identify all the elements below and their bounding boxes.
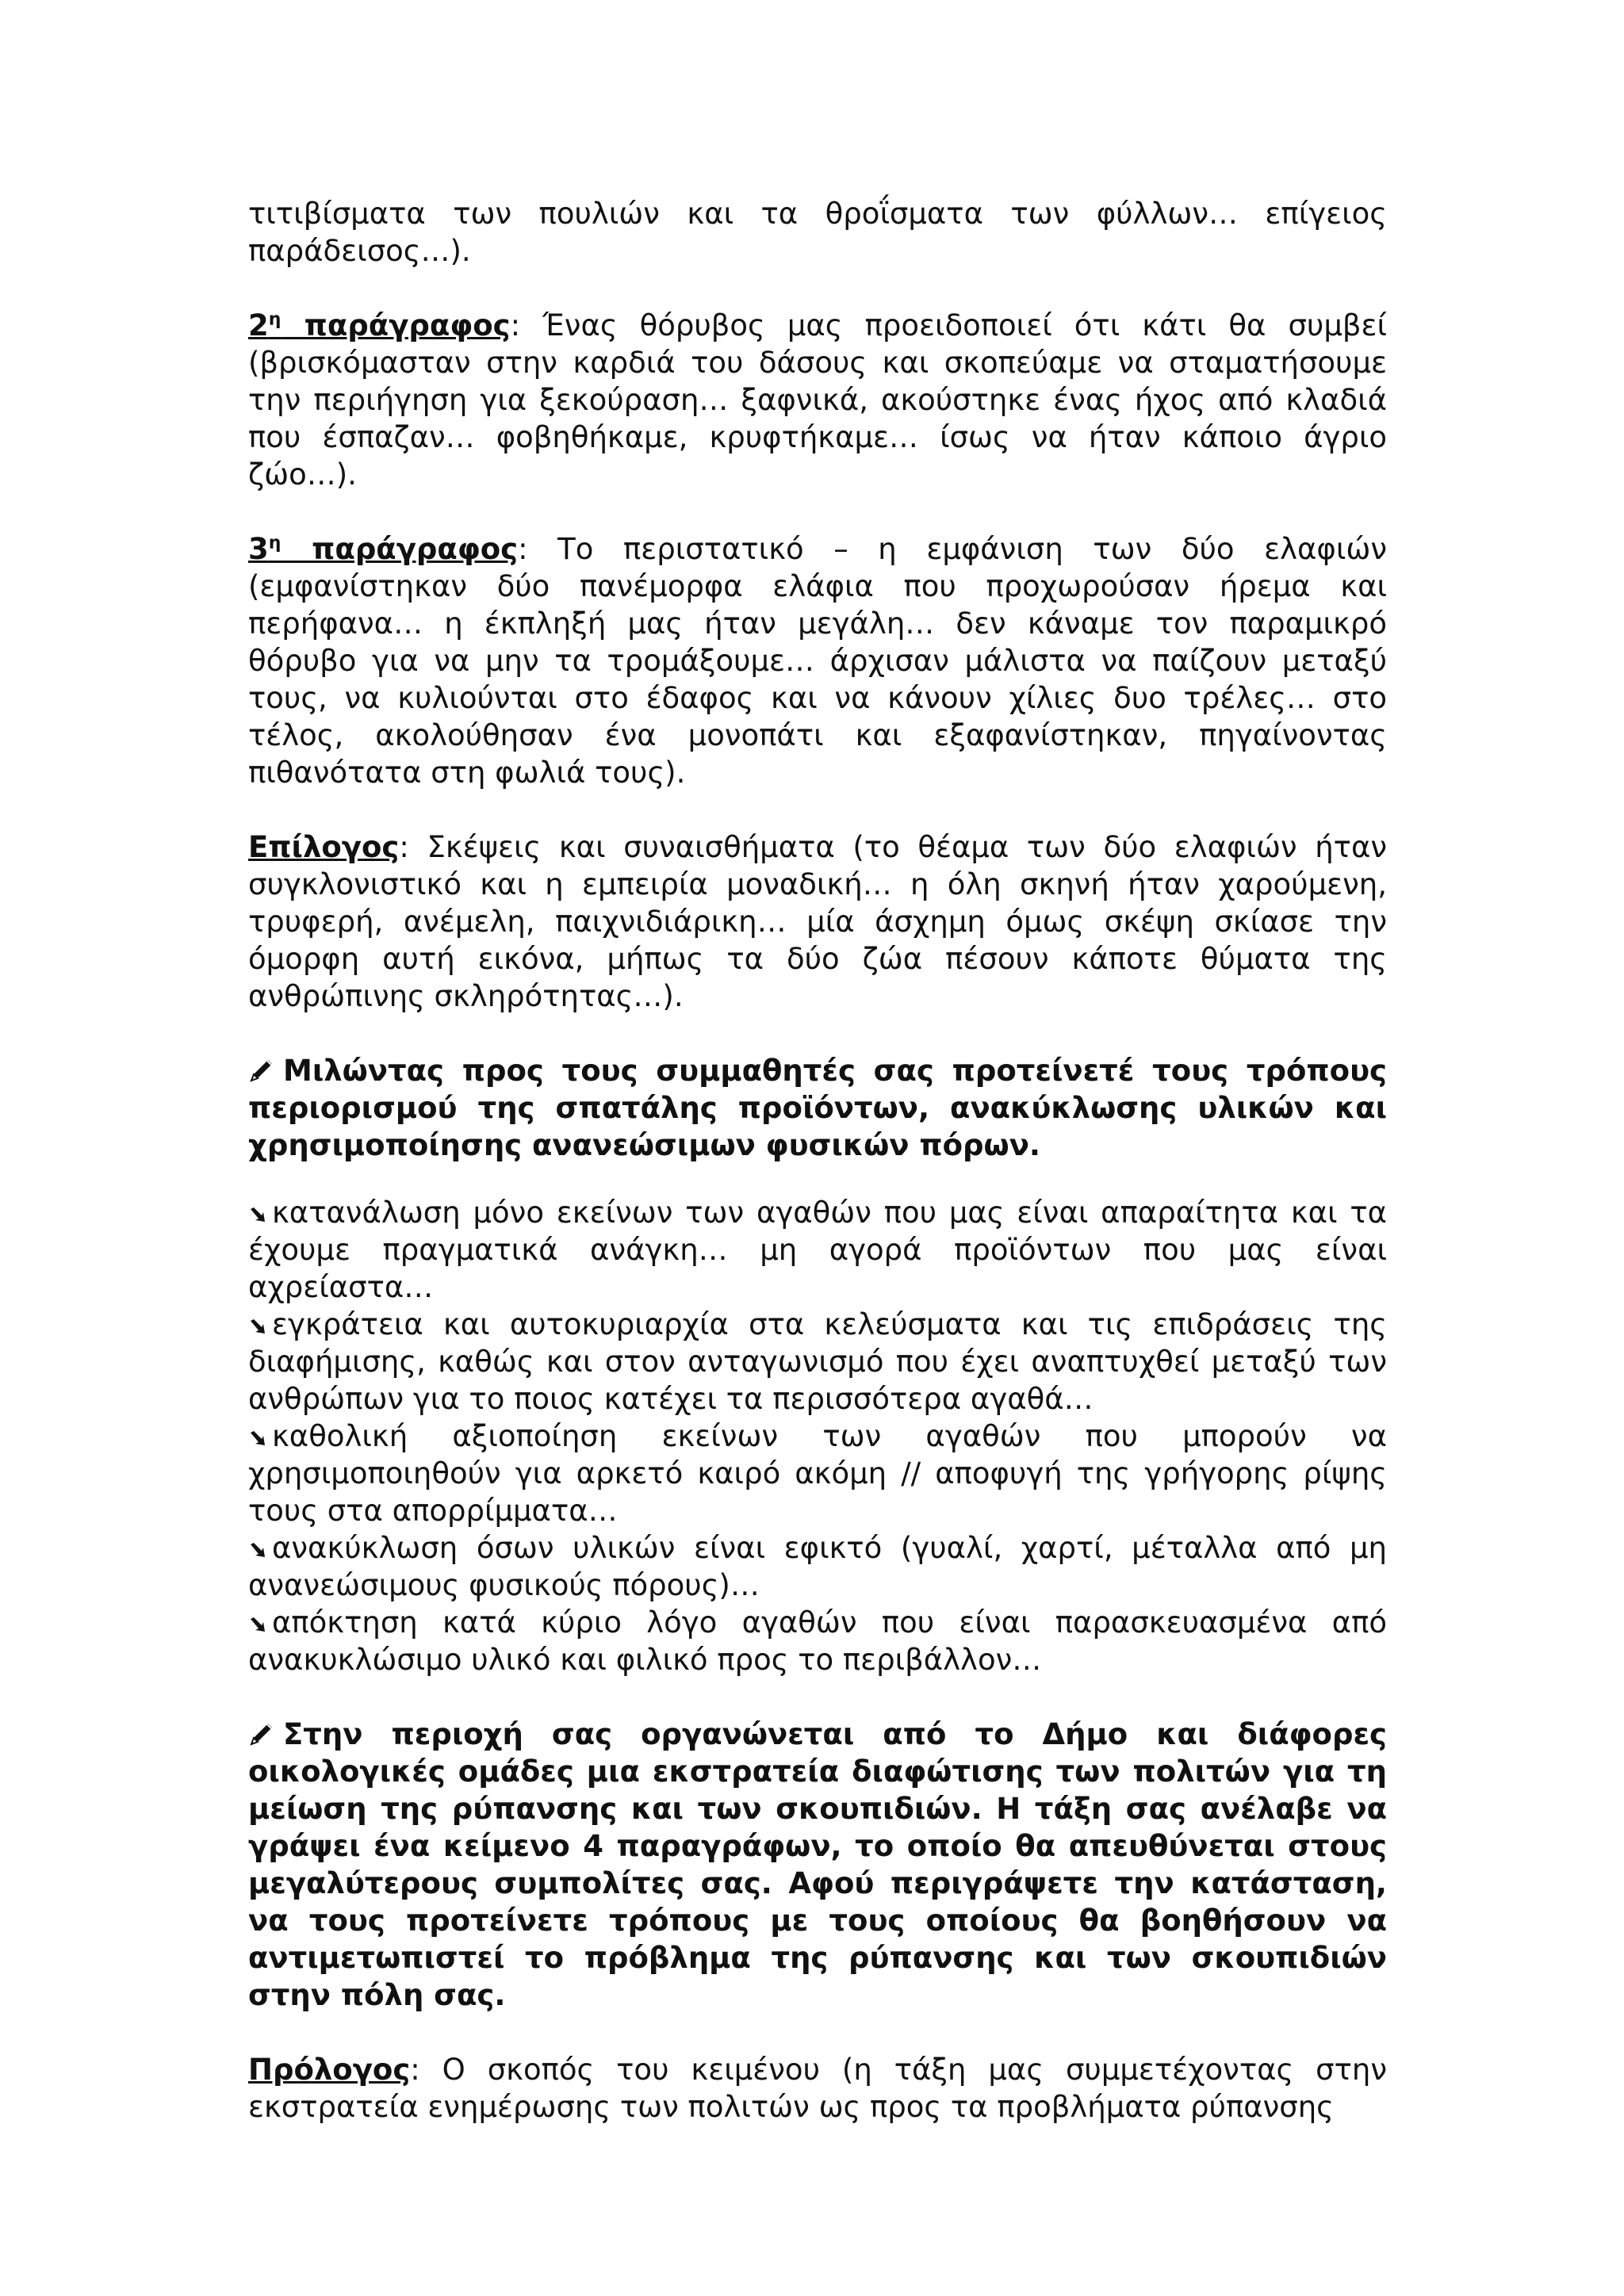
task-2-text: Στην περιοχή σας οργανώνεται από το Δήμο και διάφορες οικολογικές ομάδες μια εκστρατεία διαφώτισης των πολιτών για τη μείωση της ρύπανσης και των σκουπιδιών. Η τάξη σας ανέλαβε να γράψει ένα κείμενο 4 παραγράφων, το οποίο θα απευθύνεται στους μεγαλύτερους συμπολίτες σας. Αφού περιγράψετε την κατάσταση, να τους προτείνετε τρόπους με τους οποίους θα βοηθήσουν να αντιμετωπιστεί το πρόβλημα της ρύπανσης και των σκουπιδιών στην πόλη σας. [248,1717,1387,2012]
paragraph-3-label-num: 3 [248,532,269,566]
bullet-text: εγκράτεια και αυτοκυριαρχία στα κελεύσματα και τις επιδράσεις της διαφήμισης, καθώς και στον ανταγωνισμό που έχει αναπτυχθεί μεταξύ των ανθρώπων για το ποιος κατέχει τα περισσότερα αγαθά… [248,1307,1387,1416]
intro-tail-paragraph [248,195,1387,270]
task-1-text: Μιλώντας προς τους συμμαθητές σας προτείνετέ τους τρόπους περιορισμού της σπατάλης προϊόντων, ανακύκλωσης υλικών και χρησιμοποίησης ανανεώσιμων φυσικών πόρων. [248,1054,1387,1162]
paragraph-3-text: Το περιστατικό – η εμφάνιση των δύο ελαφιών (εμφανίστηκαν δύο πανέμορφα ελάφια που προχωρούσαν ήρεμα και περήφανα… η έκπληξή μας ήταν μεγάλη… δεν κάναμε τον παραμικρό θόρυβο για να μην τα τρομάξουμε… άρχισαν μάλιστα να παίζουν μεταξύ τους, να κυλιούνται στο έδαφος και να κάνουν χίλιες δυο τρέλες… στο τέλος, ακολούθησαν ένα μονοπάτι και εξαφανίστηκαν, πηγαίνοντας πιθανότατα στη φωλιά τους). [248,532,1387,790]
prologue-text: Ο σκοπός του κειμένου (η τάξη μας συμμετέχοντας στην εκστρατεία ενημέρωσης των πολιτών ως προς τα προβλήματα ρύπανσης [248,2053,1387,2124]
bullet-text: απόκτηση κατά κύριο λόγο αγαθών που είναι παρασκευασμένα από ανακυκλώσιμο υλικό και φιλικό προς το περιβάλλον… [248,1605,1387,1677]
bullet-text: ανακύκλωση όσων υλικών είναι εφικτό (γυαλί, χαρτί, μέταλλα από μη ανανεώσιμους φυσικούς πόρους)… [248,1531,1387,1602]
arrow-down-right-icon [248,1604,272,1641]
bullet-text: κατανάλωση μόνο εκείνων των αγαθών που μας είναι απαραίτητα και τα έχουμε πραγματικά ανάγκη… μη αγορά προϊόντων που μας είναι αχρείαστα… [248,1196,1387,1304]
arrow-down-right-icon [248,1194,272,1231]
paragraph-3-label [248,532,518,566]
arrow-down-right-icon [248,1418,272,1455]
paragraph-2 [248,307,1387,493]
intro-tail-text: τιτιβίσματα των πουλιών και τα θροΐσματα των φύλλων… επίγειος παράδεισος…). [248,197,1387,268]
paragraph-2-label-num: 2 [248,308,269,342]
pencil-icon [248,1052,283,1089]
epilogue-text: Σκέψεις και συναισθήματα (το θέαμα των δύο ελαφιών ήταν συγκλονιστικό και η εμπειρία μοναδική… η όλη σκηνή ήταν χαρούμενη, τρυφερή, ανέμελη, παιχνιδιάρικη… μία άσχημη όμως σκέψη σκίασε την όμορφη αυτή εικόνα, μήπως τα δύο ζώα πέσουν κάποτε θύματα της ανθρώπινης σκληρότητας…). [248,830,1387,1013]
list-item [248,1529,1387,1604]
paragraph-2-text: Ένας θόρυβος μας προειδοποιεί ότι κάτι θα συμβεί (βρισκόμασταν στην καρδιά του δάσους και σκοπεύαμε να σταματήσουμε την περιήγηση για ξεκούραση… ξαφνικά, ακούστηκε ένας ήχος από κλαδιά που έσπαζαν… φοβηθήκαμε, κρυφτήκαμε… ίσως να ήταν κάποιο άγριο ζώο…). [248,308,1388,492]
paragraph-3 [248,530,1387,791]
arrow-down-right-icon [248,1306,272,1343]
epilogue-label: Επίλογος [248,830,400,864]
pencil-icon [248,1716,283,1753]
bullet-text: καθολική αξιοποίηση εκείνων των αγαθών που μπορούν να χρησιμοποιηθούν για αρκετό καιρό ακόμη // αποφυγή της γρήγορης ρίψης τους στα απορρίμματα… [248,1419,1387,1528]
paragraph-2-label-sup: η [268,309,282,330]
task-1 [248,1052,1387,1164]
paragraph-3-label-sup: η [268,533,282,553]
list-item [248,1194,1387,1306]
paragraph-2-colon: : [510,308,521,342]
epilogue-colon: : [399,830,409,864]
bullet-list [248,1194,1387,1678]
paragraph-2-label [248,308,511,342]
prologue-colon: : [410,2053,420,2087]
task-2 [248,1716,1387,2014]
list-item [248,1306,1387,1418]
prologue-paragraph [248,2051,1387,2126]
arrow-down-right-icon [248,1529,272,1567]
paragraph-3-colon: : [518,532,528,566]
list-item [248,1604,1387,1678]
list-item [248,1418,1387,1529]
epilogue-paragraph [248,828,1387,1015]
prologue-label: Πρόλογος [248,2053,411,2087]
document-page [248,195,1387,2126]
paragraph-3-label-word: παράγραφος [281,532,519,566]
paragraph-2-label-word: παράγραφος [281,308,511,342]
